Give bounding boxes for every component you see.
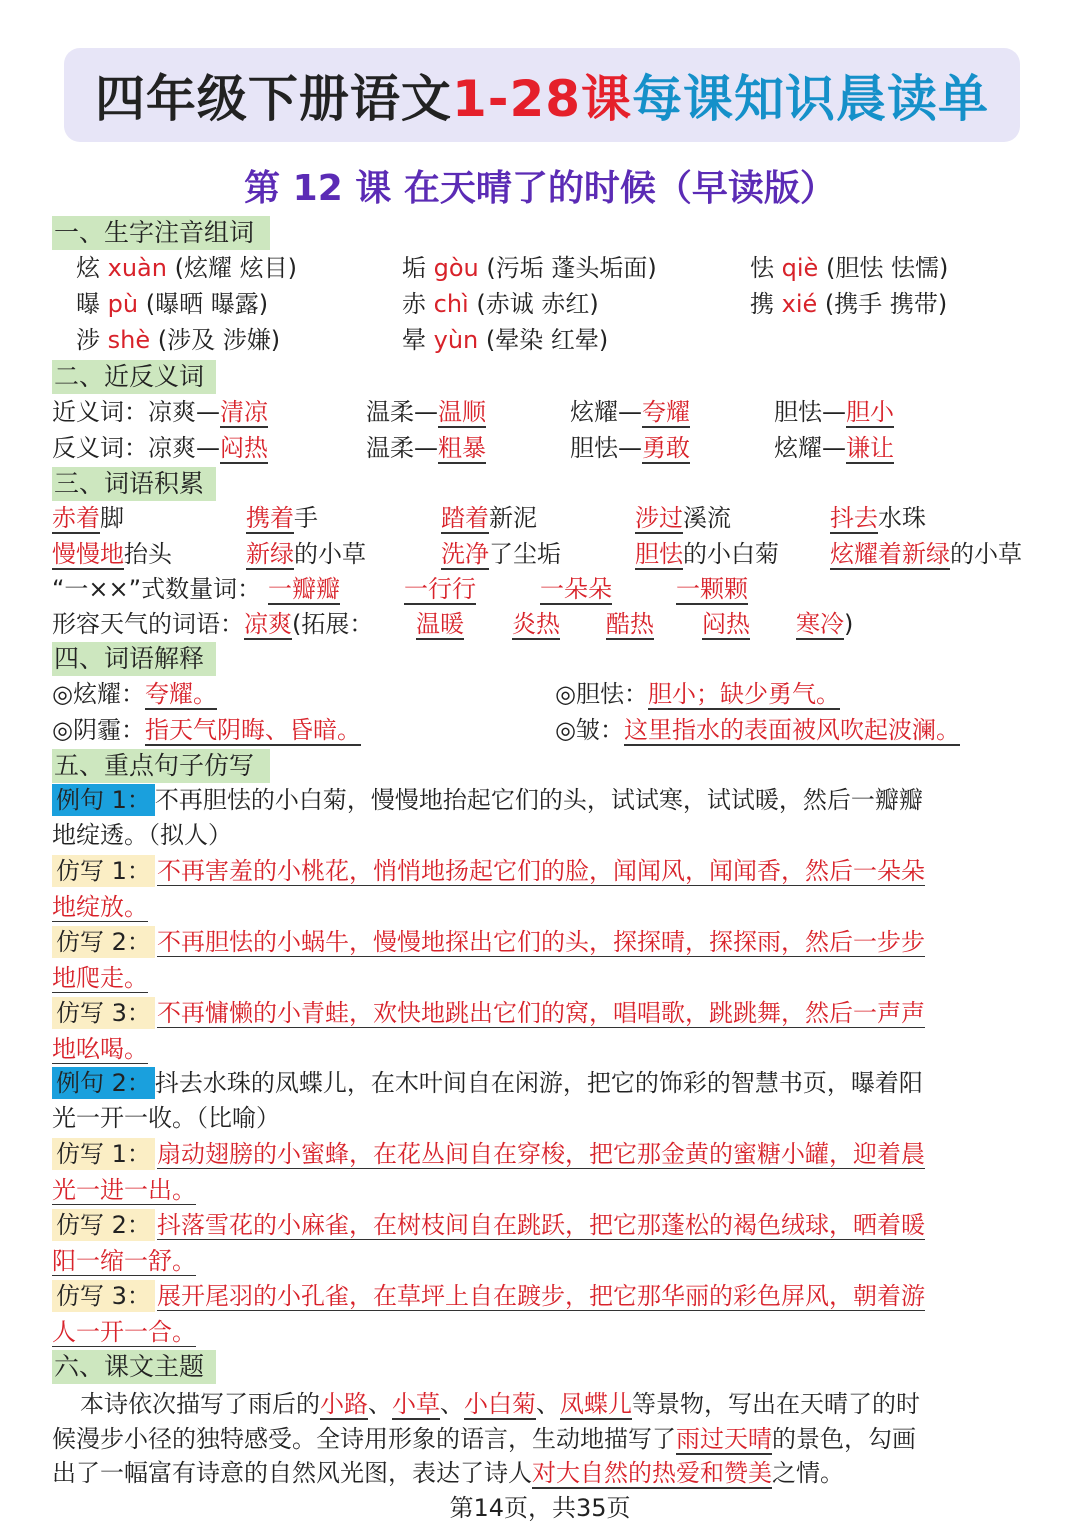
imitation-answer: 展开尾羽的小孔雀，在草坪上自在踱步，把它那华丽的彩色屏风，朝着游 (157, 1282, 925, 1310)
section-heading-1: 一、生字注音组词 (52, 216, 270, 250)
imitation-label: 仿写 1： (52, 855, 155, 887)
definition-item: ◎皱：这里指水的表面被风吹起波澜。 (555, 716, 960, 744)
phrase-item: 洗净了尘垢 (441, 540, 561, 568)
synonym-item: 温柔—温顺 (366, 398, 486, 426)
synonym-item: 炫耀—夸耀 (570, 398, 690, 426)
antonym-item: 炫耀—谦让 (774, 434, 894, 462)
char-entry: 赤 chì (赤诚 赤红) (402, 290, 599, 318)
imitation-answer: 抖落雪花的小麻雀，在树枝间自在跳跃，把它那蓬松的褐色绒球，晒着暖 (157, 1211, 925, 1239)
phrase-item: 踏着新泥 (441, 504, 537, 532)
example-sentence-2-cont: 光一开一收。（比喻） (52, 1104, 280, 1132)
imitation-label: 仿写 1： (52, 1138, 155, 1170)
phrase-item: 胆怯的小白菊 (635, 540, 779, 568)
char-entry: 曝 pù (曝晒 曝露) (76, 290, 269, 318)
antonyms-row: 反义词：凉爽—闷热 (52, 434, 268, 462)
title-banner (64, 48, 1020, 142)
definition-item: ◎炫耀：夸耀。 (52, 680, 217, 708)
phrase-item: 炫耀着新绿的小草 (830, 540, 1022, 568)
example-sentence-2: 例句 2： 抖去水珠的凤蝶儿，在木叶间自在闲游，把它的饰彩的智慧书页，曝着阳 (52, 1067, 923, 1099)
imitation-answer-cont: 光一进一出。 (52, 1176, 196, 1204)
title-part1: 四年级下册语文 (94, 70, 452, 128)
imitation-answer: 不再胆怯的小蜗牛，慢慢地探出它们的头，探探晴，探探雨，然后一步步 (157, 928, 925, 956)
measure-word: 一朵朵 (540, 575, 612, 603)
phrase-item: 慢慢地抬头 (52, 540, 172, 568)
char-entry: 涉 shè (涉及 涉嫌) (76, 326, 281, 354)
page-number: 第14页，共35页 (449, 1494, 631, 1522)
phrase-item: 携着手 (246, 504, 318, 532)
char-entry: 晕 yùn (晕染 红晕) (402, 326, 609, 354)
example-sentence-1: 例句 1： 不再胆怯的小白菊，慢慢地抬起它们的头，试试寒，试试暖，然后一瓣瓣 (52, 784, 923, 816)
char-entry: 炫 xuàn (炫耀 炫目) (76, 254, 297, 282)
imitation-answer: 不再慵懒的小青蛙，欢快地跳出它们的窝，唱唱歌，跳跳舞，然后一声声 (157, 999, 925, 1027)
section-heading-4: 四、词语解释 (52, 642, 216, 676)
weather-row: 形容天气的词语：凉爽(拓展： (52, 610, 374, 638)
theme-line-3: 出了一幅富有诗意的自然风光图，表达了诗人对大自然的热爱和赞美之情。 (52, 1459, 844, 1487)
char-entry: 携 xié (携手 携带) (750, 290, 948, 318)
imitation-answer-cont: 地吆喝。 (52, 1035, 148, 1063)
imitation-label: 仿写 2： (52, 926, 155, 958)
phrase-item: 抖去水珠 (830, 504, 926, 532)
example-sentence-1-cont: 地绽透。（拟人） (52, 821, 232, 849)
weather-word: 温暖 (416, 610, 464, 638)
imitation-label: 仿写 3： (52, 1280, 155, 1312)
title-part2: 1-28课 (451, 70, 633, 128)
imitation-answer-cont: 阳一缩一舒。 (52, 1247, 196, 1275)
imitation-label: 仿写 3： (52, 997, 155, 1029)
weather-word: 酷热 (606, 610, 654, 638)
weather-word: 闷热 (702, 610, 750, 638)
synonyms-row: 近义词：凉爽—清凉 (52, 398, 268, 426)
section-heading-3: 三、词语积累 (52, 467, 216, 501)
phrase-item: 新绿的小草 (246, 540, 366, 568)
theme-line-2: 候漫步小径的独特感受。全诗用形象的语言，生动地描写了雨过天晴的景色，勾画 (52, 1425, 916, 1453)
lesson-subtitle: 第 12 课 在天晴了的时候（早读版） (244, 168, 836, 209)
phrase-item: 赤着脚 (52, 504, 124, 532)
weather-word: 炎热 (512, 610, 560, 638)
example-label: 例句 1： (52, 784, 155, 816)
theme-line-1: 本诗依次描写了雨后的小路、小草、小白菊、凤蝶儿等景物，写出在天晴了的时 (80, 1390, 920, 1418)
definition-item: ◎胆怯：胆小；缺少勇气。 (555, 680, 840, 708)
section-heading-6: 六、课文主题 (52, 1350, 216, 1384)
antonym-item: 温柔—粗暴 (366, 434, 486, 462)
imitation-answer-cont: 地爬走。 (52, 964, 148, 992)
title-part3: 每课知识晨读单 (632, 70, 990, 128)
phrase-item: 涉过溪流 (635, 504, 731, 532)
imitation-answer: 不再害羞的小桃花，悄悄地扬起它们的脸，闻闻风，闻闻香，然后一朵朵 (157, 857, 925, 885)
synonym-item: 胆怯—胆小 (774, 398, 894, 426)
measure-word: 一颗颗 (676, 575, 748, 603)
measure-word: 一瓣瓣 (268, 575, 340, 603)
measure-word: 一行行 (404, 575, 476, 603)
example-label: 例句 2： (52, 1067, 155, 1099)
imitation-label: 仿写 2： (52, 1209, 155, 1241)
imitation-answer-cont: 人一开一合。 (52, 1318, 196, 1346)
weather-word: 寒冷) (796, 610, 854, 638)
definition-item: ◎阴霾：指天气阴晦、昏暗。 (52, 716, 361, 744)
measure-label: “一××”式数量词： (52, 575, 262, 603)
imitation-answer: 扇动翅膀的小蜜蜂，在花丛间自在穿梭，把它那金黄的蜜糖小罐，迎着晨 (157, 1140, 925, 1168)
imitation-answer-cont: 地绽放。 (52, 893, 148, 921)
char-entry: 怯 qiè (胆怯 怯懦) (750, 254, 949, 282)
section-heading-2: 二、近反义词 (52, 360, 216, 394)
section-heading-5: 五、重点句子仿写 (52, 749, 270, 783)
antonym-item: 胆怯—勇敢 (570, 434, 690, 462)
char-entry: 垢 gòu (污垢 蓬头垢面) (402, 254, 657, 282)
